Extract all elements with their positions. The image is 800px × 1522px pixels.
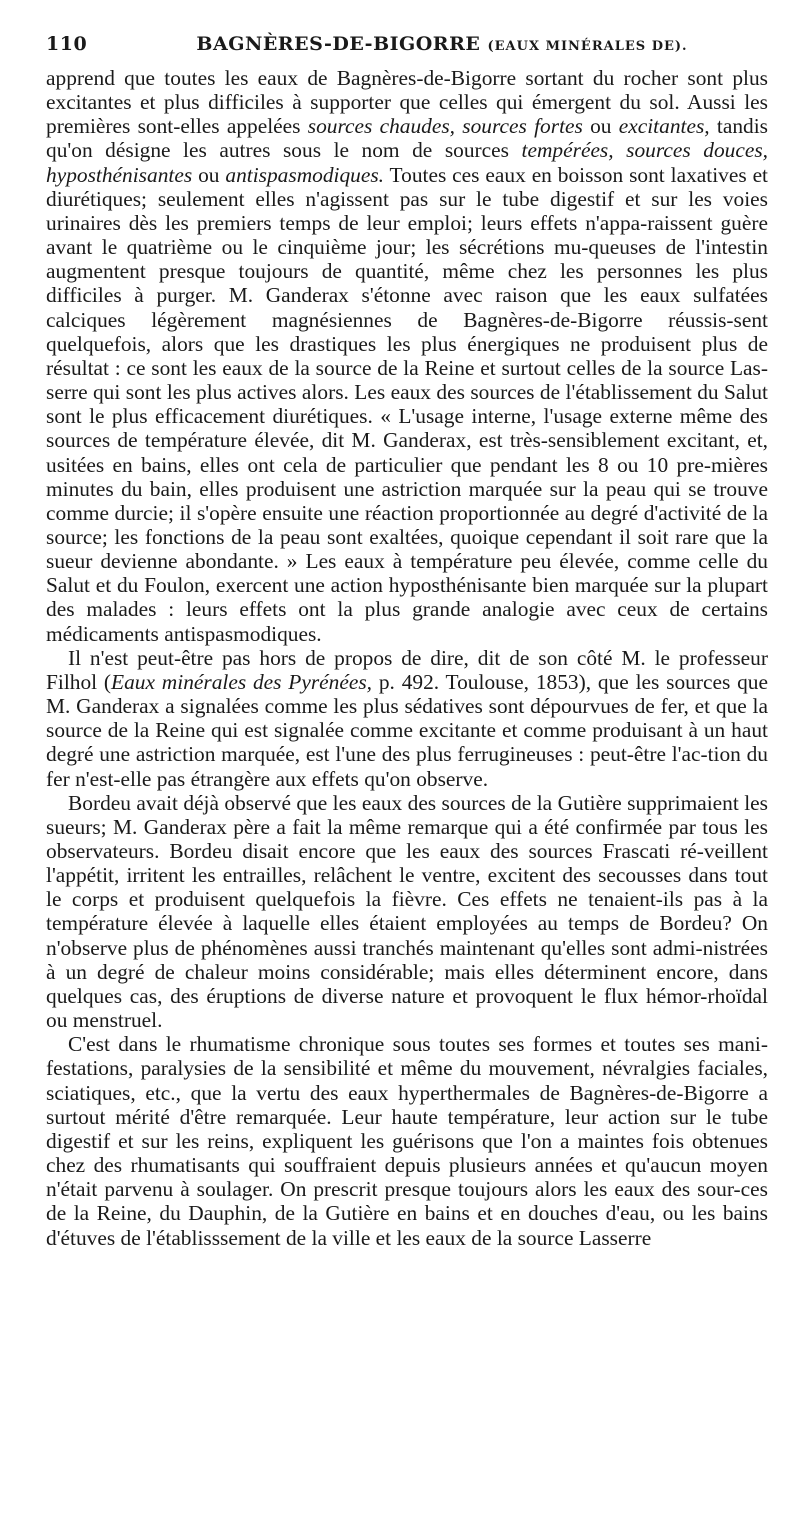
paragraph xyxy=(46,791,768,1033)
italic-segment: sources chaudes, sources fortes xyxy=(307,114,583,139)
text-segment: ou xyxy=(582,114,619,139)
text-segment: apprend que toutes les eaux de Bagnères-de-Bigorre sortant du rocher sont plus excitantes et plus difficiles à supporter que celles qui émergent du sol. Aussi les premières sont-elles appelées xyxy=(46,66,768,139)
text-segment: Bordeu avait déjà observé que les eaux des sources de la Gutière supprimaient les sueurs; M. Ganderax père a fait la même remarque qui a été confirmée par tous les observateurs. Bordeu disait encore que les eaux des sources Frascati ré-veillent l'appétit, irritent les entrailles, relâchent le ventre, excitent des secousses dans tout le corps et produisent quelquefois la fièvre. Ces effets ne tenaient-ils pas à la température élevée à laquelle elles étaient employées au temps de Bordeu? On n'observe plus de phénomènes aussi tranchés maintenant qu'elles sont admi-nistrées à un degré de chaleur moins considérable; mais elles déterminent encore, dans quelques cas, des éruptions de diverse nature et provoquent le flux hémor-rhoïdal ou menstruel. xyxy=(46,790,768,1033)
text-segment: ou xyxy=(192,162,226,187)
running-title-sub: (EAUX MINÉRALES DE). xyxy=(487,39,688,54)
body-text xyxy=(46,66,768,1250)
running-title xyxy=(196,30,687,61)
paragraph xyxy=(46,646,768,791)
text-segment: p. 492. Toulouse, 1853), que les sources que M. Ganderax a signalées comme les plus sédatives sont dépourvues de fer, et que la source de la Reine qui est signalée comme excitante et comme produisant à un haut degré une astriction marquée, est l'une des plus ferrugineuses : peut-être l'ac-tion du fer n'est-elle pas étrangère aux effets qu'on observe. xyxy=(46,669,768,791)
page-number: 110 xyxy=(46,33,88,55)
text-segment: tandis qu'on désigne les autres sous le nom de sources xyxy=(46,114,768,163)
running-title-main: BAGNÈRES-DE-BIGORRE xyxy=(196,33,481,55)
italic-segment: excitantes, xyxy=(618,114,710,139)
book-page xyxy=(46,30,768,1250)
italic-segment: Eaux minérales des Pyrénées, xyxy=(111,669,373,694)
text-segment: Il n'est peut-être pas hors de propos de dire, dit de son côté M. le professeur Filhol ( xyxy=(46,645,768,694)
italic-segment: tempérées, sources douces, hyposthénisantes xyxy=(46,138,768,187)
text-segment: Toutes ces eaux en boisson sont laxatives et diurétiques; seulement elles n'agissent pas sur le tube digestif et sur les voies urinaires dès les premiers temps de leur emploi; leurs effets n'appa-raissent guère avant le quatrième ou le cinquième jour; les sécrétions mu-queuses de l'intestin augmentent presque toujours de quantité, même chez les personnes les plus difficiles à purger. M. Ganderax s'étonne avec raison que les eaux sulfatées calciques légèrement magnésiennes de Bagnères-de-Bigorre réussis-sent quelquefois, alors que les drastiques les plus énergiques ne produisent plus de résultat : ce sont les eaux de la source de la Reine et surtout celles de la source Las-serre qui sont les plus actives alors. Les eaux des sources de l'établissement du Salut sont le plus efficacement diurétiques. « L'usage interne, l'usage externe même des sources de température élevée, dit M. Ganderax, est très-sensiblement excitant, et, usitées en bains, elles ont cela de particulier que pendant les 8 ou 10 pre-mières minutes du bain, elles produisent une astriction marquée sur la peau qui se trouve comme durcie; il s'opère ensuite une réaction proportionnée au degré d'activité de la source; les fonctions de la peau sont exaltées, quoique cependant il soit rare que la sueur devienne abondante. » Les eaux à température peu élevée, comme celle du Salut et du Foulon, exercent une action hyposthénisante bien marquée sur la plupart des malades : leurs effets ont la plus grande analogie avec ceux de certains médicaments antispasmodiques. xyxy=(46,162,769,646)
italic-segment: antispasmodiques. xyxy=(225,162,385,187)
paragraph xyxy=(46,1032,768,1249)
text-segment: C'est dans le rhumatisme chronique sous toutes ses formes et toutes ses mani-festations, paralysies de la sensibilité et même du mouvement, névralgies faciales, sciatiques, etc., que la vertu des eaux hyperthermales de Bagnères-de-Bigorre a surtout mérité d'être remarquée. Leur haute température, leur action sur le tube digestif et sur les reins, expliquent les guérisons que l'on a maintes fois obtenues chez des rhumatisants qui souffraient depuis plusieurs années et qu'aucun moyen n'était parvenu à soulager. On prescrit presque toujours alors les eaux des sour-ces de la Reine, du Dauphin, de la Gutière en bains et en douches d'eau, ou les bains d'étuves de l'établisssement de la ville et les eaux de la source Lasserre xyxy=(46,1032,768,1250)
running-header xyxy=(46,30,768,58)
paragraph xyxy=(46,66,768,646)
